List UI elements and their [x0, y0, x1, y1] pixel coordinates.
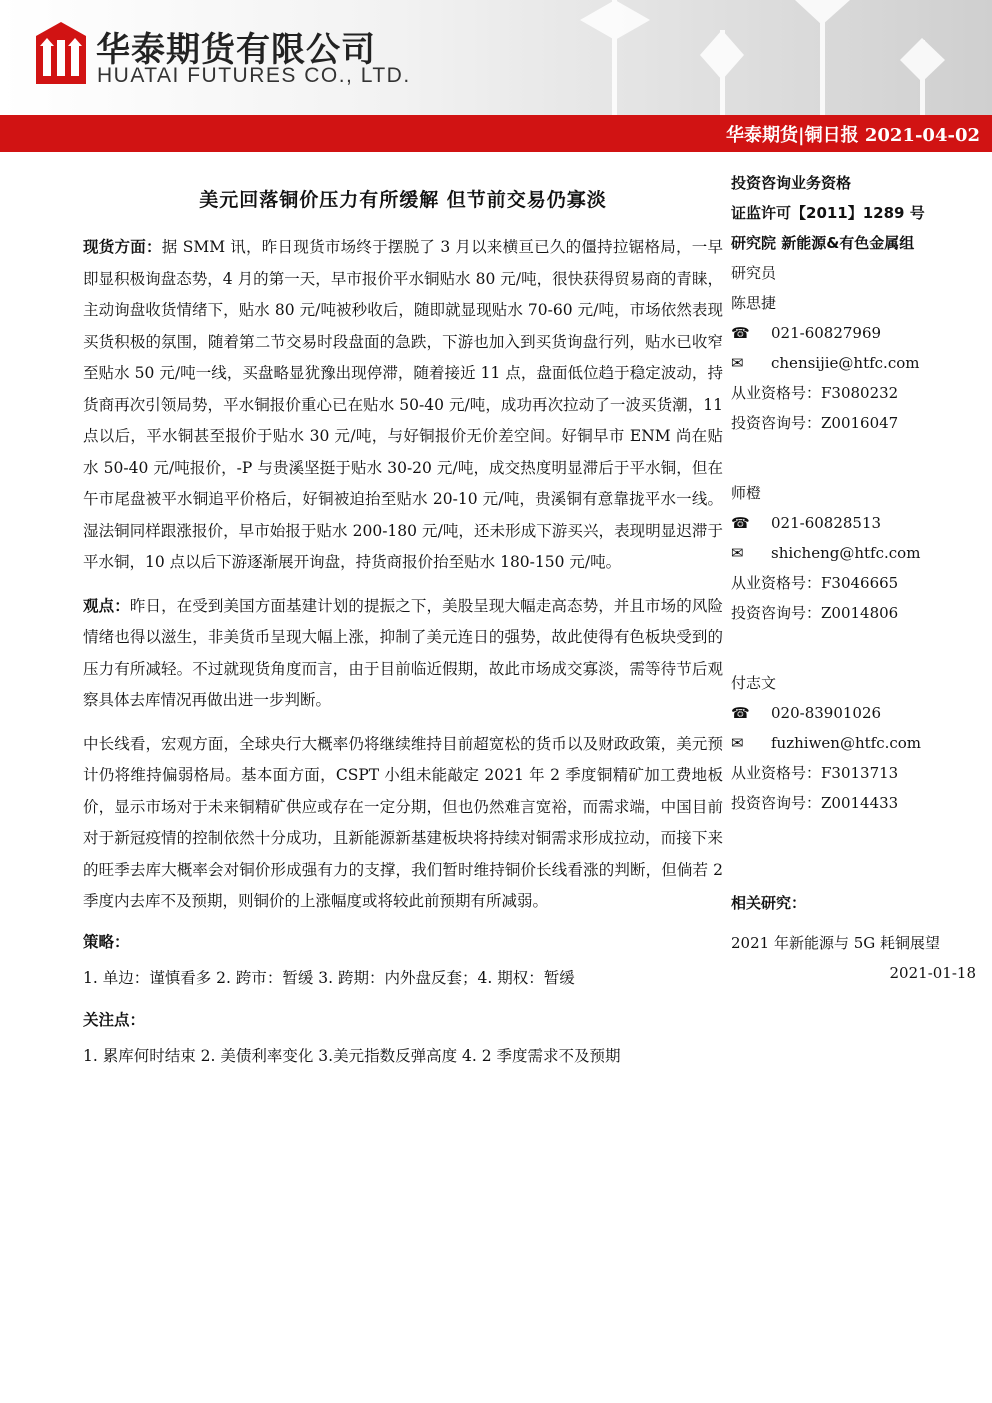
related-date: 2021-01-18	[889, 964, 976, 982]
analyst-name: 付志文	[731, 674, 777, 692]
analyst-practice-id: 从业资格号：F3080232	[731, 384, 899, 402]
analyst-phone-row	[731, 508, 976, 538]
view-paragraph	[83, 591, 723, 717]
analyst-email[interactable]: chensijie@htfc.com	[771, 354, 920, 372]
phone-icon: ☎	[731, 704, 750, 722]
related-heading: 相关研究：	[731, 894, 807, 912]
mail-icon: ✉	[731, 354, 744, 372]
analyst-consult-id: 投资咨询号：Z0014433	[731, 794, 899, 812]
banner-text: 华泰期货|铜日报 2021-04-02	[726, 125, 980, 146]
company-name-cn: 华泰期货有限公司	[96, 30, 376, 70]
analyst-email[interactable]: fuzhiwen@htfc.com	[771, 734, 922, 752]
spot-text: 据 SMM 讯，昨日现货市场终于摆脱了 3 月以来横亘已久的僵持拉锯格局，一早即显积极询盘态势，4 月的第一天，早市报价平水铜贴水 80 元/吨，很快获得贸易商的青睐，主动询盘收货情绪下，贴水 80 元/吨被秒收后，随即就显现贴水 70-60 元/吨，市场依然表现买货积极的氛围，随着第二节交易时段盘面的急跌，下游也加入到买货询盘行列，贴水已收窄至贴水 50 元/吨一线，买盘略显犹豫出现停滞，随着接近 11 点，盘面低位趋于稳定波动，持货商再次引领局势，平水铜报价重心已在贴水 50-40 元/吨，成功再次拉动了一波买货潮，11 点以后，平水铜甚至报价于贴水 30 元/吨，与好铜报价无价差空间。好铜早市 ENM 尚在贴水 50-40 元/吨报价，-P 与贵溪坚挺于贴水 30-20 元/吨，成交热度明显滞后于平水铜，但在午市尾盘被平水铜追平价格后，好铜被迫抬至贴水 20-10 元/吨，贵溪铜有意靠拢平水一线。湿法铜同样跟涨报价，早市始报于贴水 200-180 元/吨，还未形成下游买兴，表现明显迟滞于平水铜，10 点以后下游逐渐展开询盘，持货商报价抬至贴水 180-150 元/吨。	[83, 238, 723, 571]
analyst-consult-id: 投资咨询号：Z0014806	[731, 604, 899, 622]
analyst-email-row	[731, 348, 976, 378]
spot-lead: 现货方面：	[83, 238, 162, 256]
main-content	[83, 175, 723, 1086]
analyst-email-row	[731, 538, 976, 568]
analyst-email[interactable]: shicheng@htfc.com	[771, 544, 921, 562]
analyst-phone-row	[731, 698, 976, 728]
report-banner	[0, 115, 992, 152]
focus-heading: 关注点：	[83, 1010, 146, 1029]
analyst-phone-row	[731, 318, 976, 348]
analyst-name: 陈思捷	[731, 294, 777, 312]
longterm-paragraph: 中长线看，宏观方面，全球央行大概率仍将继续维持目前超宽松的货币以及财政政策，美元预计仍将维持偏弱格局。基本面方面，CSPT 小组未能敲定 2021 年 2 季度铜精矿加工费地板价，显示市场对于未来铜精矿供应或存在一定分期，但也仍然难言宽裕，而需求端，中国目前对于新冠疫情的控制依然十分成功，且新能源新基建板块将持续对铜需求形成拉动，而接下来的旺季去库大概率会对铜价形成强有力的支撑，我们暂时维持铜价长线看涨的判断，但倘若 2 季度内去库不及预期，则铜价的上涨幅度或将较此前预期有所减弱。	[83, 734, 723, 910]
researcher-title: 研究员	[731, 264, 777, 282]
institute: 研究院 新能源&有色金属组	[731, 234, 915, 252]
huatai-logo-icon	[36, 22, 86, 84]
phone-icon: ☎	[731, 514, 750, 532]
report-title: 美元回落铜价压力有所缓解 但节前交易仍寡淡	[199, 189, 607, 211]
mail-icon: ✉	[731, 544, 744, 562]
analyst-practice-id: 从业资格号：F3046665	[731, 574, 899, 592]
analyst-phone: 021-60827969	[771, 324, 882, 342]
phone-icon: ☎	[731, 324, 750, 342]
strategy-text: 1. 单边：谨慎看多 2. 跨市：暂缓 3. 跨期：内外盘反套；4. 期权：暂缓	[83, 968, 575, 987]
view-lead: 观点：	[83, 596, 130, 615]
view-text: 昨日，在受到美国方面基建计划的提振之下，美股呈现大幅走高态势，并且市场的风险情绪也得以滋生，非美货币呈现大幅上涨，抑制了美元连日的强势，故此使得有色板块受到的压力有所减轻。不过就现货角度而言，由于目前临近假期，故此市场成交寡淡，需等待节后观察具体去库情况再做出进一步判断。	[83, 596, 723, 709]
spot-paragraph	[83, 232, 723, 579]
analyst-phone: 020-83901026	[771, 704, 882, 722]
header-decoration-icon	[560, 0, 992, 115]
analyst-phone: 021-60828513	[771, 514, 882, 532]
analyst-name: 师橙	[731, 484, 762, 502]
focus-text: 1. 累库何时结束 2. 美债利率变化 3.美元指数反弹高度 4. 2 季度需求不及预期	[83, 1046, 621, 1065]
mail-icon: ✉	[731, 734, 744, 752]
related-title[interactable]: 2021 年新能源与 5G 耗铜展望	[731, 934, 941, 952]
analyst-consult-id: 投资咨询号：Z0016047	[731, 414, 899, 432]
strategy-heading: 策略：	[83, 932, 130, 951]
company-name-en: HUATAI FUTURES CO., LTD.	[97, 64, 411, 87]
qualification: 投资咨询业务资格	[731, 174, 852, 192]
analyst-email-row	[731, 728, 976, 758]
sidebar	[731, 168, 976, 988]
analyst-practice-id: 从业资格号：F3013713	[731, 764, 899, 782]
license: 证监许可【2011】1289 号	[731, 204, 925, 222]
report-header	[0, 0, 992, 115]
